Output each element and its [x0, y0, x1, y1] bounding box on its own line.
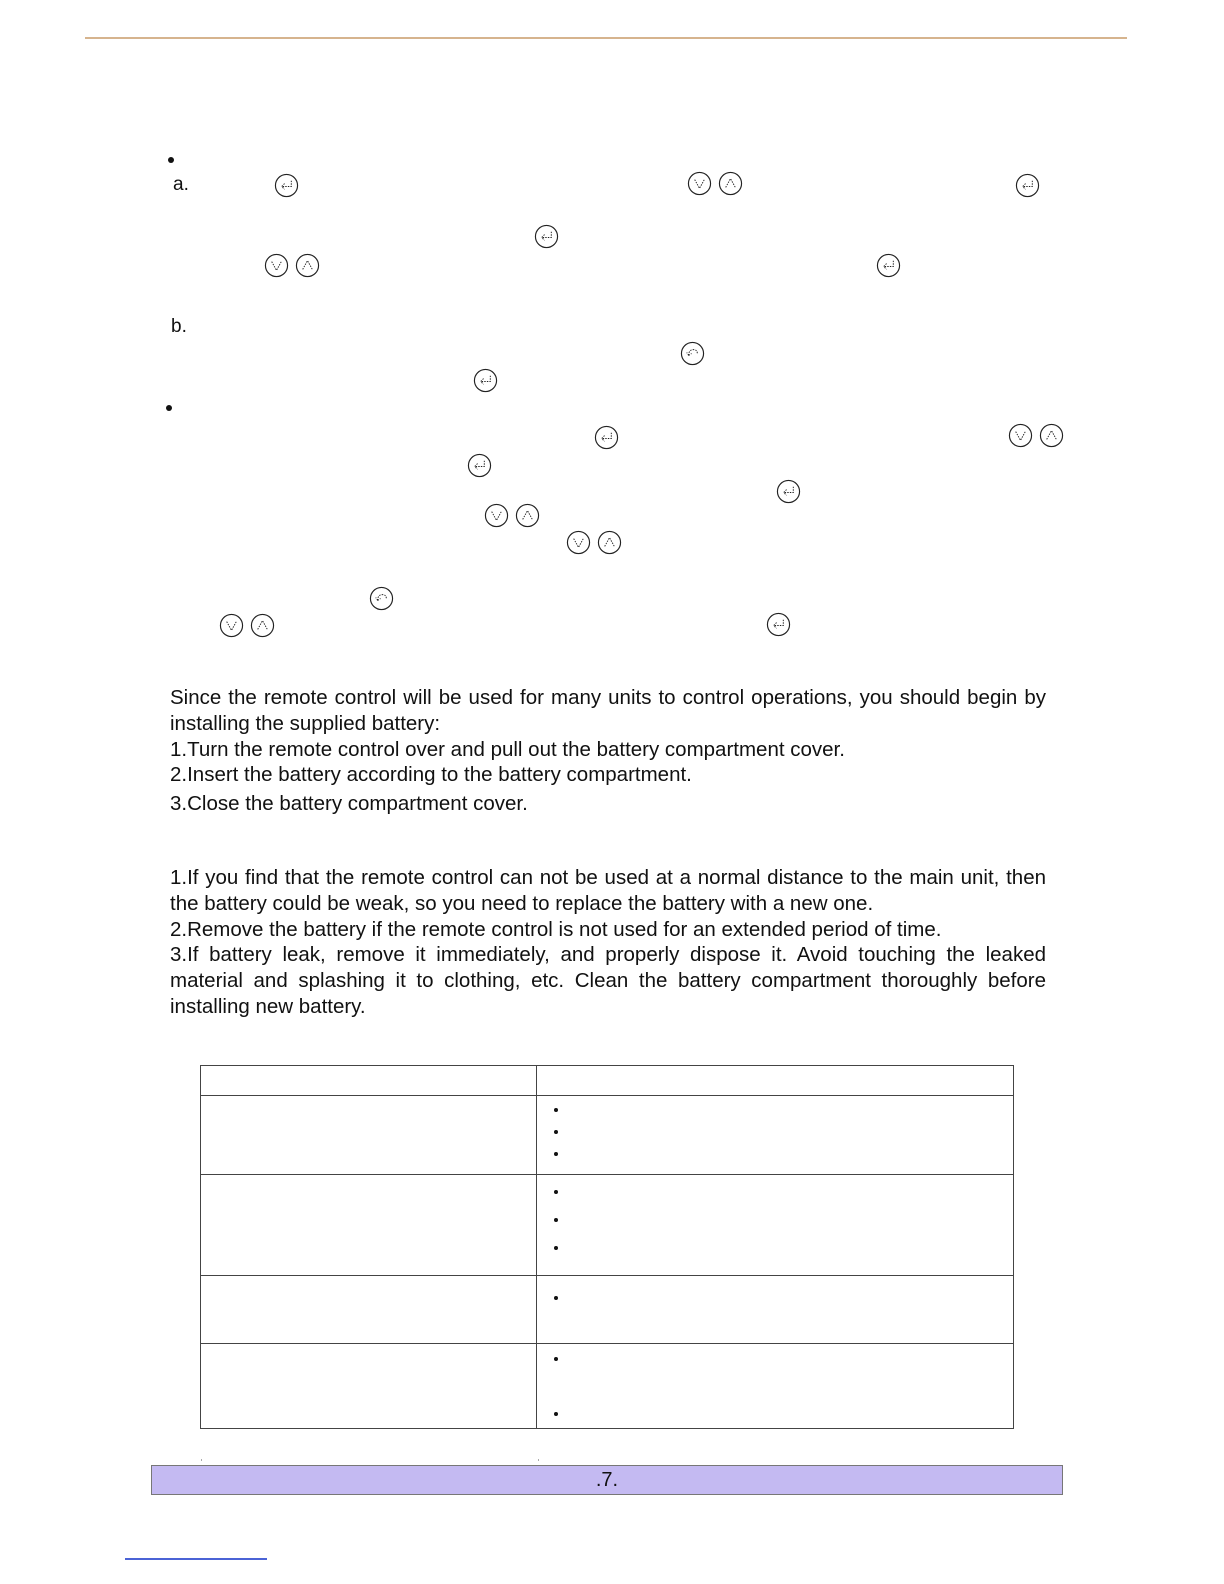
- step-label-a: a.: [173, 174, 189, 195]
- battery-note: 3.If battery leak, remove it immediately, and properly dispose it. Avoid touching the leaked material and splashing it to clothing, etc. Clean the battery compartment thoroughly before installing new battery.: [170, 943, 1046, 1018]
- down-arrow-icon: [484, 503, 509, 528]
- table-bullet: [554, 1357, 558, 1361]
- header-rule: [85, 37, 1127, 39]
- enter-icon: [766, 612, 791, 637]
- battery-install-step: 3.Close the battery compartment cover.: [170, 792, 528, 816]
- return-icon: [369, 586, 394, 611]
- page-number: .7.: [595, 1469, 619, 1491]
- table-bullet: [554, 1108, 558, 1112]
- table-bullet: [554, 1296, 558, 1300]
- table-border: [200, 1065, 1014, 1066]
- up-arrow-icon: [1039, 423, 1064, 448]
- table-bullet: [554, 1218, 558, 1222]
- table-border: [536, 1065, 537, 1429]
- table-bullet: [554, 1152, 558, 1156]
- bullet: [166, 405, 172, 411]
- bullet: [168, 157, 174, 163]
- up-arrow-icon: [718, 171, 743, 196]
- return-icon: [680, 341, 705, 366]
- down-arrow-icon: [1008, 423, 1033, 448]
- up-arrow-icon: [597, 530, 622, 555]
- down-arrow-icon: [687, 171, 712, 196]
- table-tick: [201, 1459, 202, 1461]
- table-bullet: [554, 1190, 558, 1194]
- table-border: [200, 1275, 1014, 1276]
- enter-icon: [876, 253, 901, 278]
- battery-install-step: 2.Insert the battery according to the battery compartment.: [170, 763, 692, 787]
- table-border: [200, 1174, 1014, 1175]
- table-border: [200, 1065, 201, 1429]
- down-arrow-icon: [566, 530, 591, 555]
- enter-icon: [473, 368, 498, 393]
- table-border: [200, 1343, 1014, 1344]
- enter-icon: [274, 173, 299, 198]
- footer-link-underline: [125, 1558, 267, 1560]
- table-border: [200, 1428, 1014, 1429]
- down-arrow-icon: [264, 253, 289, 278]
- battery-install-intro: Since the remote control will be used for many units to control operations, you should begin by installing the supplied battery:: [170, 686, 1046, 735]
- enter-icon: [534, 224, 559, 249]
- troubleshooting-table: [200, 1065, 1014, 1429]
- table-border: [200, 1095, 1014, 1096]
- down-arrow-icon: [219, 613, 244, 638]
- up-arrow-icon: [295, 253, 320, 278]
- battery-note: 2.Remove the battery if the remote control is not used for an extended period of time.: [170, 917, 942, 941]
- table-bullet: [554, 1246, 558, 1250]
- enter-icon: [467, 453, 492, 478]
- up-arrow-icon: [515, 503, 540, 528]
- up-arrow-icon: [250, 613, 275, 638]
- table-bullet: [554, 1412, 558, 1416]
- battery-notes-section: [170, 865, 1046, 1020]
- enter-icon: [776, 479, 801, 504]
- table-bullet: [554, 1130, 558, 1134]
- battery-install-step: 1.Turn the remote control over and pull out the battery compartment cover.: [170, 737, 845, 761]
- table-border: [1013, 1065, 1014, 1429]
- page-footer: [151, 1465, 1063, 1495]
- enter-icon: [1015, 173, 1040, 198]
- battery-install-section: [170, 685, 1046, 817]
- enter-icon: [594, 425, 619, 450]
- table-tick: [538, 1459, 539, 1461]
- battery-note: 1.If you find that the remote control can not be used at a normal distance to the main unit, then the battery could be weak, so you need to replace the battery with a new one.: [170, 866, 1046, 915]
- step-label-b: b.: [171, 316, 187, 337]
